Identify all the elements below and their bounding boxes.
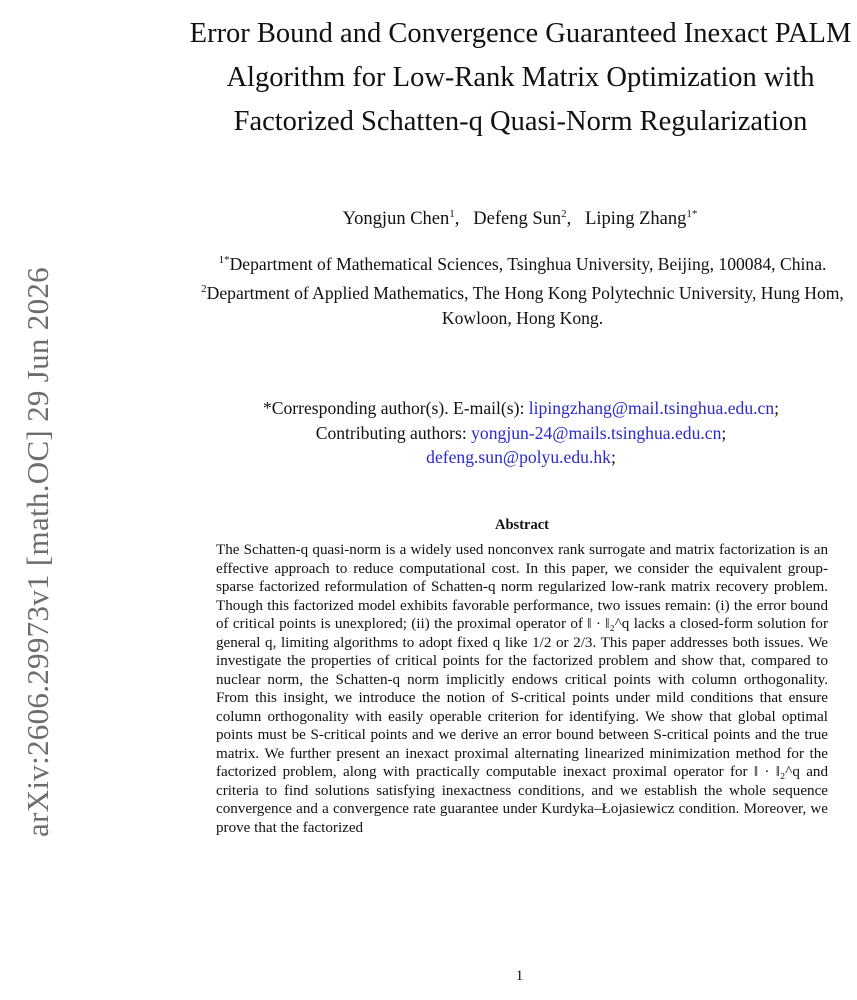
- separator: ;: [721, 422, 727, 443]
- author-name: Yongjun Chen: [342, 209, 450, 230]
- abstract-text: The Schatten-q quasi-norm is a widely used nonconvex rank surrogate and matrix factorization is an effective approach to reduce computational cost. In this paper, we consider the equivalent group-sparse factorized reformulation of Schatten-q norm regularized low-rank matrix recovery problem. Though this factorized model exhibits favorable performance, two issues remain: (i) the error bound of critical points is unexplored; (ii) the proximal operator of ‖ · ‖₂^q lacks a closed-form solution for general q, limiting algorithms to adopt fixed q like 1/2 or 2/3. This paper addresses both issues. We investigate the properties of critical points for the factorized problem and show that, compared to nuclear norm, the Schatten-q norm implicitly endows critical points with column orthogonality. From this insight, we introduce the notion of S-critical points under mild conditions that ensure column orthogonality with easily operable criterion for identifying. We show that global optimal points must be S-critical points and we derive an error bound between S-critical points and the true matrix. We further present an inexact proximal alternating linearized minimization method for the factorized problem, along with practically computable inexact proximal operator for ‖ · ‖₂^q and criteria to find solutions satisfying inexactness conditions, and we establish the whole sequence convergence and a convergence rate guarantee under Kurdyka–Łojasiewicz condition. Moreover, we prove that the factorized: [216, 542, 828, 836]
- separator: ;: [610, 447, 616, 467]
- contributing-email-link[interactable]: defeng.sun@polyu.edu.hk: [426, 447, 611, 467]
- contact-block: [190, 396, 852, 470]
- affiliation-entry: [195, 277, 850, 331]
- corresponding-label: *Corresponding author(s). E-mail(s):: [262, 398, 525, 418]
- separator: ;: [774, 398, 780, 418]
- author-affiliation-mark: 2: [561, 208, 567, 220]
- paper-title: Error Bound and Convergence Guaranteed Inexact PALM Algorithm for Low-Rank Matrix Optimization with Factorized Schatten-q Quasi-Norm Regularization: [189, 18, 852, 137]
- affiliation-text: Department of Applied Mathematics, The Hong Kong Polytechnic University, Hung Hom, Kowloon, Hong Kong.: [206, 282, 844, 328]
- contributing-email-link[interactable]: yongjun-24@mails.tsinghua.edu.cn: [471, 422, 722, 443]
- arxiv-identifier-text: arXiv:2606.29973v1 [math.OC] 29 Jun 2026: [20, 267, 55, 837]
- author-list: Yongjun Chen$^1$, Defeng Sun$^2$, Liping Zhang$^{1*}$: [342, 208, 698, 230]
- author-affiliation-mark: 1: [449, 208, 455, 220]
- contributing-label: Contributing authors:: [315, 422, 467, 443]
- author-name: Liping Zhang: [585, 209, 687, 230]
- affiliation-text: Department of Mathematical Sciences, Tsinghua University, Beijing, 100084, China.: [229, 253, 827, 274]
- abstract-heading: Abstract: [495, 517, 549, 533]
- author-affiliation-mark: 1*: [686, 208, 698, 220]
- affiliation-mark: 1*: [218, 254, 230, 266]
- corresponding-author-line: [190, 396, 852, 421]
- affiliation-list: [195, 248, 850, 331]
- arxiv-identifier-stamp: [0, 0, 60, 1000]
- author-name: Defeng Sun: [473, 209, 562, 230]
- affiliation-entry: [195, 248, 850, 277]
- contributing-authors-line: [190, 421, 852, 446]
- corresponding-email-link[interactable]: lipingzhang@mail.tsinghua.edu.cn: [528, 398, 775, 418]
- page-number: 1: [515, 968, 524, 984]
- contributing-authors-line: [190, 445, 852, 470]
- affiliation-mark: 2: [201, 282, 207, 295]
